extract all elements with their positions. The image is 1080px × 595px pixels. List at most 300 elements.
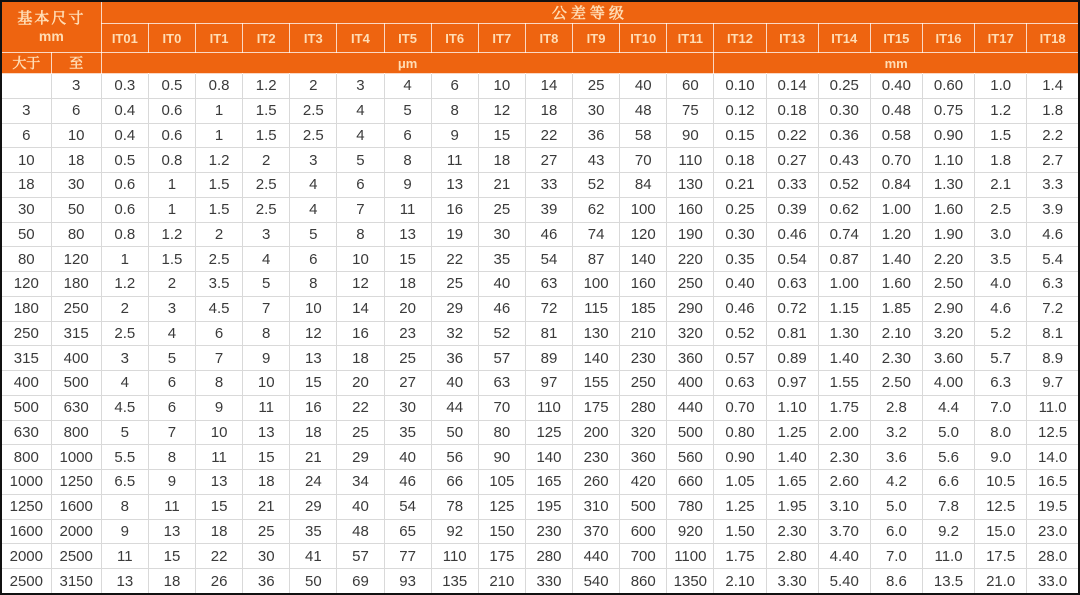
cell-it10: 140 [620,247,667,272]
cell-it1: 1.2 [196,148,243,173]
cell-it10: 700 [620,544,667,569]
cell-over: 1000 [1,470,51,495]
cell-it3: 6 [290,247,337,272]
over-header: 大于 [1,53,51,74]
cell-it11: 1350 [667,569,714,595]
cell-it6: 11 [431,148,478,173]
cell-it0: 1 [148,173,195,198]
cell-it2: 2 [243,148,290,173]
cell-it14: 0.62 [818,197,870,222]
cell-it7: 46 [478,296,525,321]
cell-it4: 4 [337,123,384,148]
cell-it11: 780 [667,494,714,519]
cell-it4: 69 [337,569,384,595]
table-row [1,420,1079,445]
cell-it11: 560 [667,445,714,470]
cell-it8: 63 [525,272,572,297]
cell-to: 1250 [51,470,101,495]
cell-it10: 600 [620,519,667,544]
cell-it01: 5 [101,420,148,445]
cell-it18: 2.2 [1027,123,1079,148]
cell-it17: 8.0 [975,420,1027,445]
cell-over: 10 [1,148,51,173]
cell-it14: 0.74 [818,222,870,247]
cell-it10: 500 [620,494,667,519]
cell-it14: 3.10 [818,494,870,519]
cell-to: 250 [51,296,101,321]
table-row [1,148,1079,173]
cell-it9: 43 [573,148,620,173]
cell-it01: 8 [101,494,148,519]
cell-over [1,74,51,99]
table-row [1,197,1079,222]
cell-it12: 2.10 [714,569,766,595]
cell-it12: 0.25 [714,197,766,222]
cell-it18: 1.4 [1027,74,1079,99]
cell-it14: 2.60 [818,470,870,495]
cell-it01: 0.6 [101,197,148,222]
cell-it8: 230 [525,519,572,544]
cell-it16: 0.90 [922,123,974,148]
cell-it15: 0.70 [870,148,922,173]
cell-it2: 18 [243,470,290,495]
cell-it12: 0.18 [714,148,766,173]
cell-it5: 54 [384,494,431,519]
cell-it9: 25 [573,74,620,99]
cell-it5: 93 [384,569,431,595]
table-header [1,1,1079,74]
cell-it6: 36 [431,346,478,371]
cell-it15: 1.85 [870,296,922,321]
cell-it18: 8.1 [1027,321,1079,346]
cell-it11: 660 [667,470,714,495]
cell-it4: 3 [337,74,384,99]
cell-it16: 2.20 [922,247,974,272]
cell-it2: 8 [243,321,290,346]
cell-it7: 12 [478,98,525,123]
cell-it1: 18 [196,519,243,544]
cell-it10: 58 [620,123,667,148]
cell-it12: 0.40 [714,272,766,297]
cell-it15: 0.84 [870,173,922,198]
cell-it5: 9 [384,173,431,198]
cell-it5: 46 [384,470,431,495]
cell-it17: 5.2 [975,321,1027,346]
cell-it18: 12.5 [1027,420,1079,445]
cell-it1: 8 [196,371,243,396]
cell-it8: 39 [525,197,572,222]
table-row [1,173,1079,198]
cell-it16: 1.90 [922,222,974,247]
millimeter-unit-header: mm [714,53,1079,74]
cell-it1: 1.5 [196,197,243,222]
cell-it18: 23.0 [1027,519,1079,544]
cell-it0: 9 [148,470,195,495]
cell-it11: 920 [667,519,714,544]
cell-it14: 0.87 [818,247,870,272]
cell-it11: 360 [667,346,714,371]
cell-it18: 7.2 [1027,296,1079,321]
cell-it15: 3.2 [870,420,922,445]
table-row [1,470,1079,495]
cell-it3: 35 [290,519,337,544]
table-row [1,98,1079,123]
cell-it4: 6 [337,173,384,198]
table-row [1,569,1079,595]
cell-it01: 0.4 [101,98,148,123]
cell-it0: 11 [148,494,195,519]
cell-it0: 0.6 [148,123,195,148]
cell-it16: 13.5 [922,569,974,595]
cell-it8: 97 [525,371,572,396]
cell-it18: 3.9 [1027,197,1079,222]
cell-it6: 16 [431,197,478,222]
col-header-it10: IT10 [620,24,667,53]
table-row [1,371,1079,396]
cell-it6: 44 [431,395,478,420]
table-row [1,74,1079,99]
cell-it1: 1 [196,98,243,123]
cell-it13: 0.54 [766,247,818,272]
cell-to: 3150 [51,569,101,595]
cell-it1: 3.5 [196,272,243,297]
cell-it2: 36 [243,569,290,595]
cell-it12: 1.25 [714,494,766,519]
cell-it10: 360 [620,445,667,470]
cell-it15: 0.40 [870,74,922,99]
cell-it15: 1.20 [870,222,922,247]
cell-it12: 0.10 [714,74,766,99]
cell-it14: 4.40 [818,544,870,569]
table-row [1,321,1079,346]
cell-it3: 2.5 [290,123,337,148]
cell-it8: 165 [525,470,572,495]
to-header: 至 [51,53,101,74]
cell-it1: 0.8 [196,74,243,99]
cell-it10: 860 [620,569,667,595]
cell-it5: 25 [384,346,431,371]
cell-it12: 0.80 [714,420,766,445]
cell-it10: 100 [620,197,667,222]
cell-it4: 57 [337,544,384,569]
cell-it3: 3 [290,148,337,173]
cell-it2: 7 [243,296,290,321]
cell-to: 180 [51,272,101,297]
cell-it6: 66 [431,470,478,495]
cell-it8: 22 [525,123,572,148]
cell-it9: 30 [573,98,620,123]
cell-it10: 48 [620,98,667,123]
cell-over: 1250 [1,494,51,519]
cell-it14: 0.52 [818,173,870,198]
cell-to: 50 [51,197,101,222]
col-header-it1: IT1 [196,24,243,53]
cell-it2: 4 [243,247,290,272]
col-header-it6: IT6 [431,24,478,53]
cell-it9: 115 [573,296,620,321]
cell-it16: 2.90 [922,296,974,321]
cell-it3: 41 [290,544,337,569]
basic-size-header [1,1,101,53]
cell-it1: 4.5 [196,296,243,321]
cell-it10: 185 [620,296,667,321]
cell-it2: 25 [243,519,290,544]
cell-it14: 1.15 [818,296,870,321]
cell-it5: 13 [384,222,431,247]
cell-over: 6 [1,123,51,148]
cell-it13: 1.95 [766,494,818,519]
cell-it15: 1.40 [870,247,922,272]
cell-to: 6 [51,98,101,123]
cell-it18: 5.4 [1027,247,1079,272]
it-grade-row [1,24,1079,53]
cell-it1: 26 [196,569,243,595]
cell-it2: 1.5 [243,98,290,123]
cell-over: 2000 [1,544,51,569]
cell-it13: 0.72 [766,296,818,321]
cell-it17: 4.0 [975,272,1027,297]
cell-it11: 440 [667,395,714,420]
cell-it0: 0.6 [148,98,195,123]
cell-it8: 81 [525,321,572,346]
cell-it01: 0.4 [101,123,148,148]
cell-it12: 0.52 [714,321,766,346]
cell-it16: 4.4 [922,395,974,420]
cell-it16: 4.00 [922,371,974,396]
cell-it1: 1 [196,123,243,148]
cell-to: 80 [51,222,101,247]
cell-over: 80 [1,247,51,272]
cell-it4: 4 [337,98,384,123]
cell-it13: 1.40 [766,445,818,470]
cell-it6: 9 [431,123,478,148]
cell-it14: 0.43 [818,148,870,173]
cell-it2: 15 [243,445,290,470]
cell-it5: 15 [384,247,431,272]
cell-it4: 18 [337,346,384,371]
cell-to: 10 [51,123,101,148]
cell-to: 630 [51,395,101,420]
cell-it11: 220 [667,247,714,272]
cell-it3: 12 [290,321,337,346]
cell-it4: 5 [337,148,384,173]
cell-it1: 6 [196,321,243,346]
cell-to: 1600 [51,494,101,519]
cell-it2: 11 [243,395,290,420]
cell-it17: 9.0 [975,445,1027,470]
cell-it13: 0.81 [766,321,818,346]
cell-it0: 1 [148,197,195,222]
cell-it3: 5 [290,222,337,247]
cell-to: 30 [51,173,101,198]
cell-it12: 0.46 [714,296,766,321]
cell-it4: 48 [337,519,384,544]
cell-it8: 54 [525,247,572,272]
cell-it0: 5 [148,346,195,371]
cell-it17: 10.5 [975,470,1027,495]
table-row [1,123,1079,148]
cell-it18: 14.0 [1027,445,1079,470]
cell-it0: 4 [148,321,195,346]
cell-it4: 8 [337,222,384,247]
cell-it7: 150 [478,519,525,544]
col-header-it18: IT18 [1027,24,1079,53]
cell-over: 500 [1,395,51,420]
cell-it14: 5.40 [818,569,870,595]
col-header-it8: IT8 [525,24,572,53]
cell-it6: 13 [431,173,478,198]
cell-it12: 1.05 [714,470,766,495]
cell-it12: 0.30 [714,222,766,247]
cell-it13: 1.65 [766,470,818,495]
cell-it9: 36 [573,123,620,148]
cell-it12: 0.21 [714,173,766,198]
cell-it01: 9 [101,519,148,544]
cell-it8: 195 [525,494,572,519]
cell-it17: 1.5 [975,123,1027,148]
cell-it5: 77 [384,544,431,569]
cell-it4: 22 [337,395,384,420]
col-header-it17: IT17 [975,24,1027,53]
cell-over: 180 [1,296,51,321]
cell-it17: 5.7 [975,346,1027,371]
cell-it2: 5 [243,272,290,297]
cell-it8: 110 [525,395,572,420]
cell-it4: 29 [337,445,384,470]
cell-it11: 500 [667,420,714,445]
cell-it01: 3 [101,346,148,371]
cell-it15: 5.0 [870,494,922,519]
cell-it15: 2.8 [870,395,922,420]
cell-to: 3 [51,74,101,99]
cell-it5: 65 [384,519,431,544]
cell-it3: 2.5 [290,98,337,123]
table-row [1,445,1079,470]
header-row-units [1,53,1079,74]
cell-it3: 16 [290,395,337,420]
table-row [1,222,1079,247]
cell-it10: 70 [620,148,667,173]
cell-it16: 3.20 [922,321,974,346]
cell-over: 30 [1,197,51,222]
cell-it13: 0.97 [766,371,818,396]
cell-it6: 135 [431,569,478,595]
cell-it9: 175 [573,395,620,420]
header-row-title [1,1,1079,24]
cell-over: 315 [1,346,51,371]
cell-it11: 290 [667,296,714,321]
cell-it9: 370 [573,519,620,544]
cell-it12: 0.90 [714,445,766,470]
cell-it15: 0.58 [870,123,922,148]
cell-it3: 8 [290,272,337,297]
basic-size-unit-label: mm [38,28,64,45]
cell-it4: 25 [337,420,384,445]
table-row [1,544,1079,569]
table-row [1,395,1079,420]
cell-it16: 5.0 [922,420,974,445]
cell-it9: 140 [573,346,620,371]
cell-it01: 1 [101,247,148,272]
cell-it18: 11.0 [1027,395,1079,420]
cell-it12: 1.75 [714,544,766,569]
tolerance-grade-header: 公差等级 [101,1,1079,24]
cell-it10: 280 [620,395,667,420]
cell-it01: 0.5 [101,148,148,173]
cell-it01: 6.5 [101,470,148,495]
cell-it5: 40 [384,445,431,470]
cell-it2: 21 [243,494,290,519]
cell-it13: 0.14 [766,74,818,99]
cell-it2: 1.2 [243,74,290,99]
col-header-it11: IT11 [667,24,714,53]
cell-it6: 22 [431,247,478,272]
cell-it17: 2.5 [975,197,1027,222]
cell-it0: 13 [148,519,195,544]
cell-to: 500 [51,371,101,396]
cell-it13: 0.39 [766,197,818,222]
cell-it01: 11 [101,544,148,569]
cell-it16: 5.6 [922,445,974,470]
cell-it4: 16 [337,321,384,346]
cell-it17: 12.5 [975,494,1027,519]
cell-it12: 0.12 [714,98,766,123]
cell-it13: 0.18 [766,98,818,123]
cell-it14: 1.30 [818,321,870,346]
cell-it1: 15 [196,494,243,519]
micrometer-unit-header: μm [101,53,714,74]
cell-it6: 29 [431,296,478,321]
cell-it7: 105 [478,470,525,495]
cell-it0: 15 [148,544,195,569]
cell-it15: 2.50 [870,371,922,396]
cell-over: 400 [1,371,51,396]
cell-it01: 1.2 [101,272,148,297]
cell-it12: 0.15 [714,123,766,148]
cell-it01: 2 [101,296,148,321]
col-header-it15: IT15 [870,24,922,53]
cell-it11: 160 [667,197,714,222]
cell-it16: 9.2 [922,519,974,544]
cell-it14: 2.00 [818,420,870,445]
cell-it5: 20 [384,296,431,321]
col-header-it14: IT14 [818,24,870,53]
cell-it7: 15 [478,123,525,148]
table-row [1,247,1079,272]
cell-it9: 130 [573,321,620,346]
cell-it9: 52 [573,173,620,198]
cell-it5: 27 [384,371,431,396]
cell-over: 50 [1,222,51,247]
col-header-it16: IT16 [922,24,974,53]
basic-size-label: 基本尺寸 [17,10,86,28]
cell-it9: 310 [573,494,620,519]
cell-it10: 210 [620,321,667,346]
cell-it7: 30 [478,222,525,247]
cell-it6: 50 [431,420,478,445]
cell-it2: 2.5 [243,173,290,198]
cell-it6: 40 [431,371,478,396]
cell-it13: 0.22 [766,123,818,148]
cell-it7: 90 [478,445,525,470]
cell-it01: 0.3 [101,74,148,99]
cell-it11: 75 [667,98,714,123]
cell-it6: 6 [431,74,478,99]
cell-it18: 33.0 [1027,569,1079,595]
cell-it1: 13 [196,470,243,495]
col-header-it9: IT9 [573,24,620,53]
cell-it1: 1.5 [196,173,243,198]
